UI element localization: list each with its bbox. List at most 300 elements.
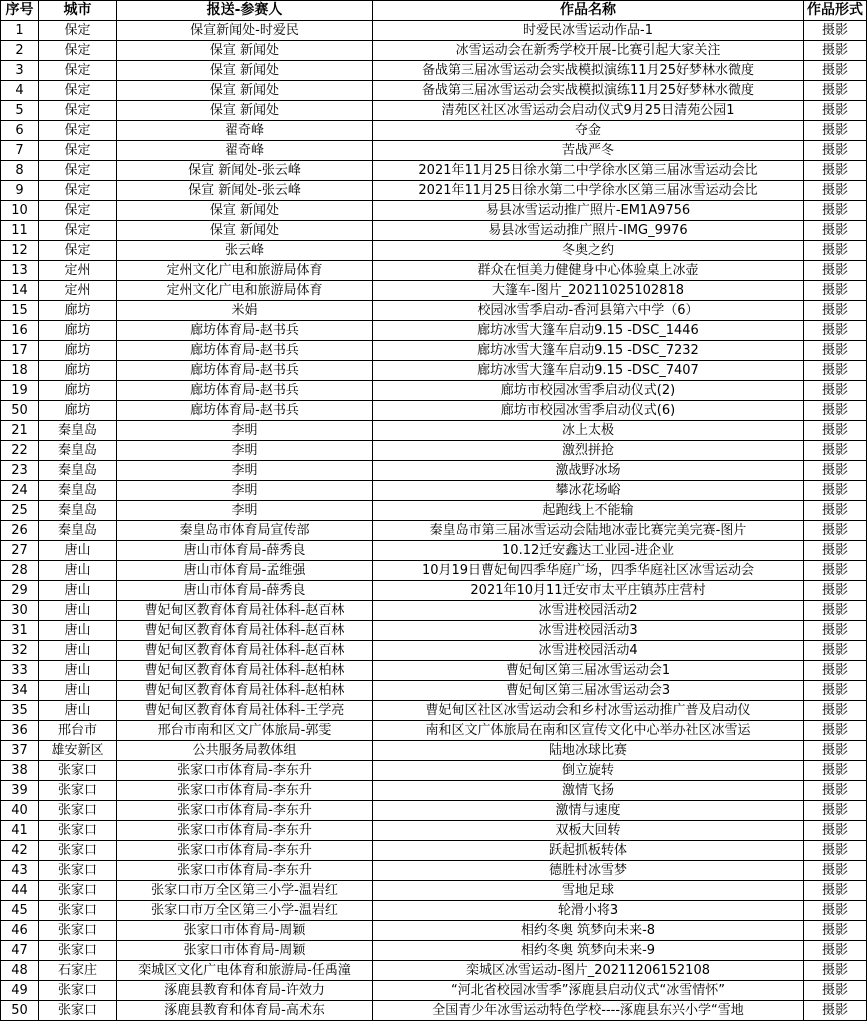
cell-work: 易县冰雪运动推广照片-EM1A9756 — [373, 201, 804, 221]
cell-work: 相约冬奥 筑梦向未来-8 — [373, 921, 804, 941]
table-row — [1, 961, 867, 981]
table-row — [1, 701, 867, 721]
cell-city: 张家口 — [39, 941, 117, 961]
cell-form: 摄影 — [804, 581, 867, 601]
table-row — [1, 81, 867, 101]
cell-work: 时爱民冰雪运动作品-1 — [373, 21, 804, 41]
cell-no: 47 — [1, 941, 39, 961]
cell-form: 摄影 — [804, 881, 867, 901]
header-form: 作品形式 — [804, 1, 867, 21]
cell-no: 11 — [1, 221, 39, 241]
cell-submitter: 邢台市南和区文广体旅局-郭雯 — [117, 721, 373, 741]
cell-no: 16 — [1, 321, 39, 341]
cell-no: 6 — [1, 121, 39, 141]
cell-city: 秦皇岛 — [39, 421, 117, 441]
cell-no: 39 — [1, 781, 39, 801]
cell-form: 摄影 — [804, 561, 867, 581]
cell-work: 冰上太极 — [373, 421, 804, 441]
cell-form: 摄影 — [804, 981, 867, 1001]
cell-submitter: 定州文化广电和旅游局体育 — [117, 281, 373, 301]
cell-submitter: 保宣 新闻处 — [117, 101, 373, 121]
cell-no: 24 — [1, 481, 39, 501]
table-row — [1, 301, 867, 321]
cell-work: 激战野冰场 — [373, 461, 804, 481]
cell-no: 50 — [1, 1001, 39, 1021]
cell-submitter: 张家口市万全区第三小学-温岩红 — [117, 881, 373, 901]
cell-no: 15 — [1, 301, 39, 321]
cell-city: 廊坊 — [39, 301, 117, 321]
cell-no: 13 — [1, 261, 39, 281]
table-row — [1, 781, 867, 801]
cell-city: 唐山 — [39, 701, 117, 721]
cell-work: 激烈拼抢 — [373, 441, 804, 461]
cell-no: 30 — [1, 601, 39, 621]
table-row — [1, 161, 867, 181]
cell-submitter: 翟奇峰 — [117, 141, 373, 161]
cell-submitter: 保宣 新闻处 — [117, 81, 373, 101]
cell-city: 保定 — [39, 121, 117, 141]
cell-city: 张家口 — [39, 841, 117, 861]
cell-city: 张家口 — [39, 901, 117, 921]
cell-no: 23 — [1, 461, 39, 481]
cell-work: 全国青少年冰雪运动特色学校----涿鹿县东兴小学“雪地 — [373, 1001, 804, 1021]
cell-submitter: 李明 — [117, 461, 373, 481]
cell-submitter: 保宣新闻处-时爱民 — [117, 21, 373, 41]
cell-work: 群众在恒美力健健身中心体验桌上冰壶 — [373, 261, 804, 281]
cell-city: 保定 — [39, 41, 117, 61]
cell-work: 轮滑小将3 — [373, 901, 804, 921]
cell-no: 26 — [1, 521, 39, 541]
cell-form: 摄影 — [804, 541, 867, 561]
cell-form: 摄影 — [804, 181, 867, 201]
cell-form: 摄影 — [804, 641, 867, 661]
cell-city: 张家口 — [39, 921, 117, 941]
cell-form: 摄影 — [804, 61, 867, 81]
cell-work: 倒立旋转 — [373, 761, 804, 781]
cell-city: 定州 — [39, 261, 117, 281]
table-row — [1, 881, 867, 901]
cell-city: 保定 — [39, 101, 117, 121]
cell-submitter: 唐山市体育局-薛秀良 — [117, 541, 373, 561]
cell-work: 冰雪进校园活动2 — [373, 601, 804, 621]
cell-no: 46 — [1, 921, 39, 941]
cell-city: 廊坊 — [39, 361, 117, 381]
table-row — [1, 601, 867, 621]
cell-form: 摄影 — [804, 281, 867, 301]
cell-form: 摄影 — [804, 21, 867, 41]
table-row — [1, 181, 867, 201]
header-work: 作品名称 — [373, 1, 804, 21]
table-row — [1, 841, 867, 861]
cell-submitter: 廊坊体育局-赵书兵 — [117, 361, 373, 381]
cell-no: 14 — [1, 281, 39, 301]
cell-no: 35 — [1, 701, 39, 721]
table-row — [1, 421, 867, 441]
cell-form: 摄影 — [804, 1001, 867, 1021]
cell-submitter: 张家口市体育局-周颖 — [117, 941, 373, 961]
cell-no: 34 — [1, 681, 39, 701]
cell-no: 7 — [1, 141, 39, 161]
cell-submitter: 张家口市万全区第三小学-温岩红 — [117, 901, 373, 921]
table-row — [1, 541, 867, 561]
cell-form: 摄影 — [804, 821, 867, 841]
cell-form: 摄影 — [804, 401, 867, 421]
cell-no: 10 — [1, 201, 39, 221]
cell-work: 清苑区社区冰雪运动会启动仪式9月25日清苑公园1 — [373, 101, 804, 121]
cell-submitter: 曹妃甸区教育体育局社体科-赵百林 — [117, 621, 373, 641]
table-row — [1, 501, 867, 521]
cell-work: 廊坊冰雪大篷车启动9.15 -DSC_7407 — [373, 361, 804, 381]
cell-submitter: 保宣 新闻处-张云峰 — [117, 161, 373, 181]
cell-city: 唐山 — [39, 681, 117, 701]
cell-form: 摄影 — [804, 101, 867, 121]
cell-form: 摄影 — [804, 141, 867, 161]
cell-submitter: 廊坊体育局-赵书兵 — [117, 401, 373, 421]
cell-no: 3 — [1, 61, 39, 81]
cell-work: 南和区文广体旅局在南和区宣传文化中心举办社区冰雪运 — [373, 721, 804, 741]
cell-submitter: 李明 — [117, 421, 373, 441]
cell-work: 夺金 — [373, 121, 804, 141]
cell-city: 秦皇岛 — [39, 521, 117, 541]
cell-form: 摄影 — [804, 781, 867, 801]
cell-city: 唐山 — [39, 601, 117, 621]
cell-city: 秦皇岛 — [39, 441, 117, 461]
cell-submitter: 米娟 — [117, 301, 373, 321]
cell-city: 廊坊 — [39, 321, 117, 341]
cell-submitter: 张家口市体育局-李东升 — [117, 761, 373, 781]
cell-city: 保定 — [39, 241, 117, 261]
table-row — [1, 141, 867, 161]
cell-work: 大篷车-图片_20211025102818 — [373, 281, 804, 301]
cell-work: 攀冰花场峪 — [373, 481, 804, 501]
cell-form: 摄影 — [804, 961, 867, 981]
table-row — [1, 221, 867, 241]
cell-form: 摄影 — [804, 461, 867, 481]
cell-submitter: 张家口市体育局-李东升 — [117, 821, 373, 841]
table-row — [1, 101, 867, 121]
cell-form: 摄影 — [804, 481, 867, 501]
cell-city: 秦皇岛 — [39, 461, 117, 481]
table-row — [1, 21, 867, 41]
table-row — [1, 241, 867, 261]
cell-form: 摄影 — [804, 381, 867, 401]
cell-submitter: 曹妃甸区教育体育局社体科-赵百林 — [117, 601, 373, 621]
cell-submitter: 张家口市体育局-李东升 — [117, 841, 373, 861]
cell-city: 秦皇岛 — [39, 481, 117, 501]
cell-city: 邢台市 — [39, 721, 117, 741]
cell-submitter: 张家口市体育局-李东升 — [117, 801, 373, 821]
cell-city: 张家口 — [39, 801, 117, 821]
cell-form: 摄影 — [804, 681, 867, 701]
table-row — [1, 41, 867, 61]
cell-no: 12 — [1, 241, 39, 261]
header-city: 城市 — [39, 1, 117, 21]
cell-work: 双板大回转 — [373, 821, 804, 841]
cell-city: 张家口 — [39, 881, 117, 901]
cell-submitter: 曹妃甸区教育体育局社体科-赵柏林 — [117, 681, 373, 701]
cell-submitter: 张家口市体育局-李东升 — [117, 861, 373, 881]
cell-city: 保定 — [39, 141, 117, 161]
cell-city: 张家口 — [39, 821, 117, 841]
cell-work: 栾城区冰雪运动-图片_20211206152108 — [373, 961, 804, 981]
cell-city: 唐山 — [39, 661, 117, 681]
cell-work: 冰雪进校园活动4 — [373, 641, 804, 661]
cell-city: 唐山 — [39, 641, 117, 661]
cell-no: 33 — [1, 661, 39, 681]
cell-submitter: 翟奇峰 — [117, 121, 373, 141]
cell-submitter: 张家口市体育局-周颖 — [117, 921, 373, 941]
header-row — [1, 1, 867, 21]
table-row — [1, 481, 867, 501]
cell-form: 摄影 — [804, 201, 867, 221]
cell-form: 摄影 — [804, 521, 867, 541]
cell-work: 跃起抓板转体 — [373, 841, 804, 861]
cell-work: 曹妃甸区社区冰雪运动会和乡村冰雪运动推广普及启动仪 — [373, 701, 804, 721]
cell-city: 张家口 — [39, 1001, 117, 1021]
cell-work: 激情与速度 — [373, 801, 804, 821]
cell-form: 摄影 — [804, 741, 867, 761]
table-row — [1, 341, 867, 361]
cell-no: 50 — [1, 401, 39, 421]
table-row — [1, 441, 867, 461]
cell-submitter: 公共服务局教体组 — [117, 741, 373, 761]
cell-submitter: 李明 — [117, 441, 373, 461]
cell-submitter: 唐山市体育局-孟维强 — [117, 561, 373, 581]
cell-city: 雄安新区 — [39, 741, 117, 761]
cell-work: 备战第三届冰雪运动会实战模拟演练11月25好梦林水微度 — [373, 81, 804, 101]
cell-city: 秦皇岛 — [39, 501, 117, 521]
cell-city: 保定 — [39, 161, 117, 181]
cell-no: 27 — [1, 541, 39, 561]
cell-city: 唐山 — [39, 621, 117, 641]
cell-no: 8 — [1, 161, 39, 181]
cell-city: 定州 — [39, 281, 117, 301]
cell-submitter: 曹妃甸区教育体育局社体科-赵百林 — [117, 641, 373, 661]
cell-submitter: 曹妃甸区教育体育局社体科-王学亮 — [117, 701, 373, 721]
cell-form: 摄影 — [804, 921, 867, 941]
cell-work: 2021年10月11迁安市太平庄镇苏庄营村 — [373, 581, 804, 601]
table-row — [1, 761, 867, 781]
cell-work: 激情飞扬 — [373, 781, 804, 801]
cell-form: 摄影 — [804, 121, 867, 141]
cell-city: 保定 — [39, 21, 117, 41]
table-row — [1, 401, 867, 421]
cell-work: 廊坊市校园冰雪季启动仪式(6) — [373, 401, 804, 421]
table-row — [1, 521, 867, 541]
cell-submitter: 保宣 新闻处-张云峰 — [117, 181, 373, 201]
cell-submitter: 涿鹿县教育和体育局-高术东 — [117, 1001, 373, 1021]
cell-no: 49 — [1, 981, 39, 1001]
cell-no: 41 — [1, 821, 39, 841]
cell-form: 摄影 — [804, 421, 867, 441]
cell-work: 廊坊冰雪大篷车启动9.15 -DSC_1446 — [373, 321, 804, 341]
table-row — [1, 261, 867, 281]
cell-work: 曹妃甸区第三届冰雪运动会3 — [373, 681, 804, 701]
cell-no: 38 — [1, 761, 39, 781]
cell-work: 校园冰雪季启动-香河县第六中学（6） — [373, 301, 804, 321]
cell-submitter: 保宣 新闻处 — [117, 221, 373, 241]
cell-no: 18 — [1, 361, 39, 381]
cell-submitter: 廊坊体育局-赵书兵 — [117, 341, 373, 361]
cell-submitter: 唐山市体育局-薛秀良 — [117, 581, 373, 601]
cell-work: 冬奥之约 — [373, 241, 804, 261]
cell-work: 雪地足球 — [373, 881, 804, 901]
cell-submitter: 秦皇岛市体育局宣传部 — [117, 521, 373, 541]
cell-form: 摄影 — [804, 801, 867, 821]
cell-work: 秦皇岛市第三届冰雪运动会陆地冰壶比赛完美完赛-图片 — [373, 521, 804, 541]
cell-city: 张家口 — [39, 781, 117, 801]
cell-submitter: 曹妃甸区教育体育局社体科-赵柏林 — [117, 661, 373, 681]
cell-work: 10月19日曹妃甸四季华庭广场，四季华庭社区冰雪运动会 — [373, 561, 804, 581]
cell-work: 备战第三届冰雪运动会实战模拟演练11月25好梦林水微度 — [373, 61, 804, 81]
table-row — [1, 921, 867, 941]
cell-city: 廊坊 — [39, 401, 117, 421]
table-row — [1, 981, 867, 1001]
cell-no: 37 — [1, 741, 39, 761]
cell-city: 张家口 — [39, 981, 117, 1001]
cell-submitter: 保宣 新闻处 — [117, 61, 373, 81]
cell-no: 17 — [1, 341, 39, 361]
cell-form: 摄影 — [804, 321, 867, 341]
cell-city: 张家口 — [39, 761, 117, 781]
cell-form: 摄影 — [804, 841, 867, 861]
cell-no: 43 — [1, 861, 39, 881]
cell-submitter: 定州文化广电和旅游局体育 — [117, 261, 373, 281]
cell-no: 44 — [1, 881, 39, 901]
table-row — [1, 681, 867, 701]
table-row — [1, 61, 867, 81]
cell-work: 廊坊冰雪大篷车启动9.15 -DSC_7232 — [373, 341, 804, 361]
cell-form: 摄影 — [804, 41, 867, 61]
table-row — [1, 201, 867, 221]
cell-form: 摄影 — [804, 601, 867, 621]
table-row — [1, 641, 867, 661]
cell-work: 苦战严冬 — [373, 141, 804, 161]
cell-form: 摄影 — [804, 701, 867, 721]
cell-form: 摄影 — [804, 261, 867, 281]
cell-city: 保定 — [39, 221, 117, 241]
cell-form: 摄影 — [804, 81, 867, 101]
cell-submitter: 廊坊体育局-赵书兵 — [117, 381, 373, 401]
table-row — [1, 361, 867, 381]
table-row — [1, 661, 867, 681]
cell-form: 摄影 — [804, 241, 867, 261]
cell-city: 张家口 — [39, 861, 117, 881]
cell-submitter: 李明 — [117, 481, 373, 501]
cell-work: 冰雪运动会在新秀学校开展-比赛引起大家关注 — [373, 41, 804, 61]
cell-city: 保定 — [39, 81, 117, 101]
cell-form: 摄影 — [804, 341, 867, 361]
cell-no: 25 — [1, 501, 39, 521]
cell-no: 22 — [1, 441, 39, 461]
header-no: 序号 — [1, 1, 39, 21]
cell-submitter: 栾城区文化广电体育和旅游局-任禹潼 — [117, 961, 373, 981]
cell-submitter: 廊坊体育局-赵书兵 — [117, 321, 373, 341]
cell-work: 起跑线上不能输 — [373, 501, 804, 521]
cell-submitter: 保宣 新闻处 — [117, 201, 373, 221]
cell-work: 2021年11月25日徐水第二中学徐水区第三届冰雪运动会比 — [373, 181, 804, 201]
cell-city: 唐山 — [39, 541, 117, 561]
cell-city: 石家庄 — [39, 961, 117, 981]
cell-no: 29 — [1, 581, 39, 601]
table-row — [1, 821, 867, 841]
cell-city: 廊坊 — [39, 341, 117, 361]
cell-no: 28 — [1, 561, 39, 581]
table-row — [1, 741, 867, 761]
cell-no: 5 — [1, 101, 39, 121]
table-row — [1, 461, 867, 481]
cell-form: 摄影 — [804, 501, 867, 521]
cell-form: 摄影 — [804, 621, 867, 641]
cell-no: 36 — [1, 721, 39, 741]
cell-city: 廊坊 — [39, 381, 117, 401]
table-row — [1, 621, 867, 641]
table-row — [1, 861, 867, 881]
cell-no: 45 — [1, 901, 39, 921]
table-row — [1, 581, 867, 601]
cell-form: 摄影 — [804, 661, 867, 681]
table-row — [1, 321, 867, 341]
cell-no: 19 — [1, 381, 39, 401]
cell-work: 10.12迁安鑫达工业园-进企业 — [373, 541, 804, 561]
cell-submitter: 保宣 新闻处 — [117, 41, 373, 61]
cell-submitter: 李明 — [117, 501, 373, 521]
cell-work: 德胜村冰雪梦 — [373, 861, 804, 881]
cell-work: 冰雪进校园活动3 — [373, 621, 804, 641]
table-row — [1, 281, 867, 301]
cell-form: 摄影 — [804, 361, 867, 381]
cell-no: 32 — [1, 641, 39, 661]
cell-no: 4 — [1, 81, 39, 101]
cell-submitter: 张家口市体育局-李东升 — [117, 781, 373, 801]
cell-city: 保定 — [39, 61, 117, 81]
cell-city: 保定 — [39, 181, 117, 201]
cell-form: 摄影 — [804, 861, 867, 881]
cell-no: 21 — [1, 421, 39, 441]
cell-form: 摄影 — [804, 761, 867, 781]
cell-submitter: 张云峰 — [117, 241, 373, 261]
table-row — [1, 561, 867, 581]
cell-city: 唐山 — [39, 581, 117, 601]
cell-city: 保定 — [39, 201, 117, 221]
cell-work: 相约冬奥 筑梦向未来-9 — [373, 941, 804, 961]
cell-city: 唐山 — [39, 561, 117, 581]
cell-form: 摄影 — [804, 901, 867, 921]
cell-work: 曹妃甸区第三届冰雪运动会1 — [373, 661, 804, 681]
header-submitter: 报送-参赛人 — [117, 1, 373, 21]
cell-work: 易县冰雪运动推广照片-IMG_9976 — [373, 221, 804, 241]
table-row — [1, 901, 867, 921]
cell-no: 48 — [1, 961, 39, 981]
cell-no: 1 — [1, 21, 39, 41]
cell-form: 摄影 — [804, 721, 867, 741]
cell-no: 42 — [1, 841, 39, 861]
cell-no: 31 — [1, 621, 39, 641]
cell-no: 9 — [1, 181, 39, 201]
cell-work: 陆地冰球比赛 — [373, 741, 804, 761]
cell-form: 摄影 — [804, 221, 867, 241]
table-row — [1, 941, 867, 961]
table-row — [1, 121, 867, 141]
table-row — [1, 721, 867, 741]
cell-no: 40 — [1, 801, 39, 821]
table-row — [1, 1001, 867, 1021]
cell-form: 摄影 — [804, 301, 867, 321]
table-row — [1, 381, 867, 401]
table-row — [1, 801, 867, 821]
cell-work: 2021年11月25日徐水第二中学徐水区第三届冰雪运动会比 — [373, 161, 804, 181]
cell-submitter: 涿鹿县教育和体育局-许效力 — [117, 981, 373, 1001]
